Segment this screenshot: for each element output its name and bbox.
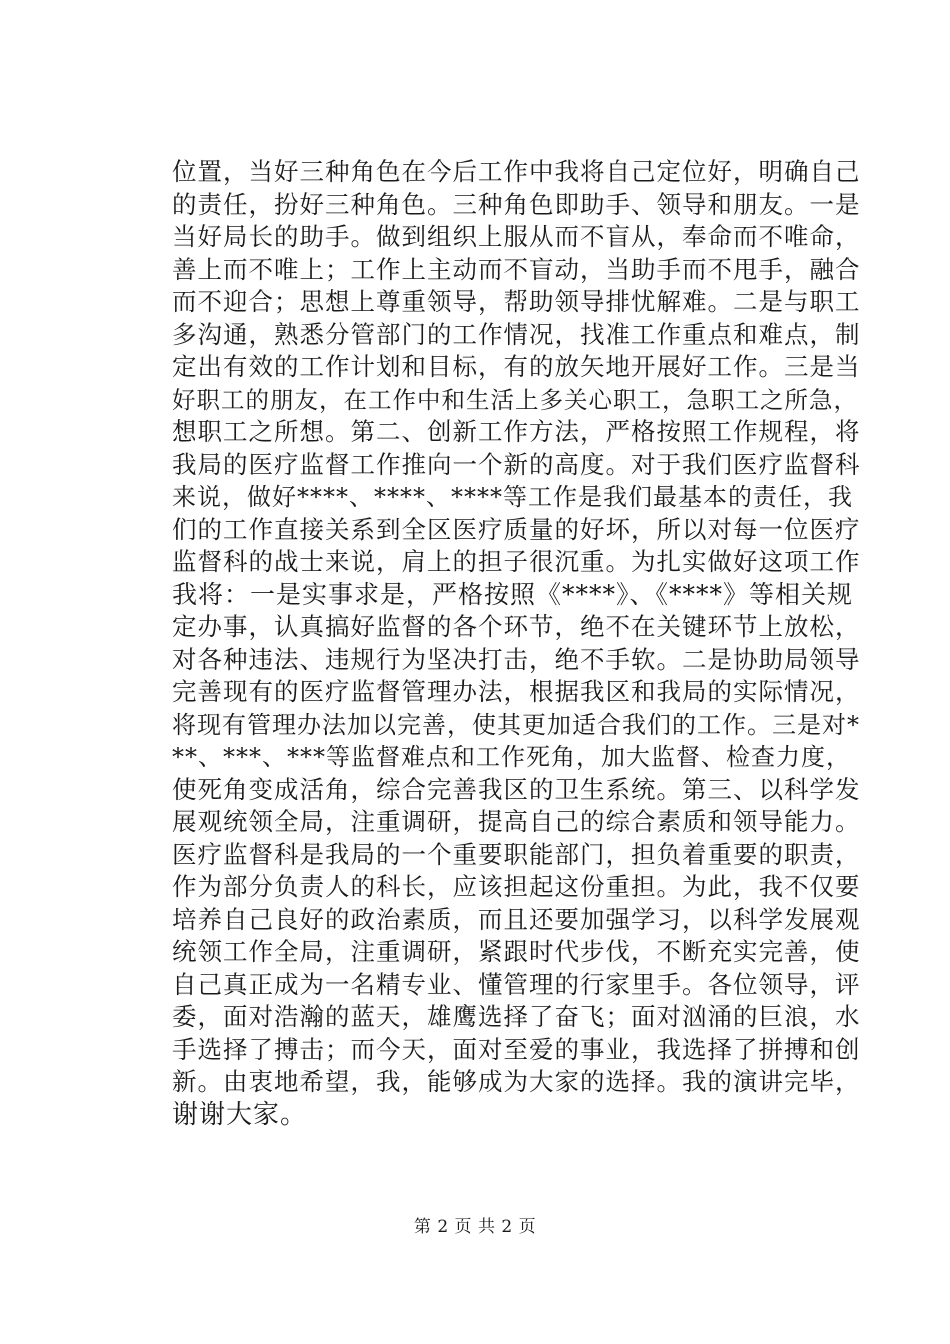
text-line: 培养自己良好的政治素质，而且还要加强学习，以科学发展观: [172, 904, 861, 934]
text-line: 善上而不唯上；工作上主动而不盲动，当助手而不甩手，融合: [172, 254, 861, 284]
text-line: 想职工之所想。第二、创新工作方法，严格按照工作规程，将: [172, 417, 861, 446]
text-line: 当好局长的助手。做到组织上服从而不盲从，奉命而不唯命，: [172, 222, 861, 251]
text-line: 展观统领全局，注重调研，提高自己的综合素质和领导能力。: [172, 807, 861, 836]
text-line: 作为部分负责人的科长，应该担起这份重担。为此，我不仅要: [172, 872, 861, 901]
text-line: 新。由衷地希望，我，能够成为大家的选择。我的演讲完毕，: [172, 1067, 861, 1096]
text-line: 自己真正成为一名精专业、懂管理的行家里手。各位领导，评: [172, 969, 861, 999]
text-line: 位置，当好三种角色在今后工作中我将自己定位好，明确自己: [172, 157, 861, 186]
text-line: 定办事，认真搞好监督的各个环节，绝不在关键环节上放松，: [172, 612, 861, 641]
text-line: 而不迎合；思想上尊重领导，帮助领导排忧解难。二是与职工: [172, 287, 861, 316]
text-line: 谢谢大家。: [172, 1099, 308, 1130]
text-line: 对各种违法、违规行为坚决打击，绝不手软。二是协助局领导: [172, 644, 861, 674]
text-line: 来说，做好****、****、****等工作是我们最基本的责任，我: [172, 483, 853, 511]
text-line: 使死角变成活角，综合完善我区的卫生系统。第三、以科学发: [172, 774, 861, 804]
text-line: 手选择了搏击；而今天，面对至爱的事业，我选择了拼搏和创: [172, 1034, 861, 1064]
text-line: **、***、***等监督难点和工作死角，加大监督、检查力度，: [172, 743, 851, 771]
text-line: 统领工作全局，注重调研，紧跟时代步伐，不断充实完善，使: [172, 937, 861, 966]
page-footer: 第 2 页 共 2 页: [413, 1217, 537, 1237]
text-line: 定出有效的工作计划和目标，有的放矢地开展好工作。三是当: [172, 352, 861, 381]
body-text: [172, 156, 862, 1131]
text-line: 将现有管理办法加以完善，使其更加适合我们的工作。三是对*: [172, 710, 860, 739]
text-line: 完善现有的医疗监督管理办法，根据我区和我局的实际情况，: [172, 677, 861, 706]
text-line: 们的工作直接关系到全区医疗质量的好坏，所以对每一位医疗: [172, 514, 861, 544]
text-line: 委，面对浩瀚的蓝天，雄鹰选择了奋飞；面对汹涌的巨浪，水: [172, 1002, 861, 1031]
text-line: 医疗监督科是我局的一个重要职能部门，担负着重要的职责，: [172, 839, 861, 869]
text-line: 多沟通，熟悉分管部门的工作情况，找准工作重点和难点，制: [172, 319, 861, 349]
text-line: 我将：一是实事求是，严格按照《****》、《****》等相关规: [172, 579, 854, 609]
text-line: 好职工的朋友，在工作中和生活上多关心职工，急职工之所急，: [172, 385, 858, 414]
text-line: 我局的医疗监督工作推向一个新的高度。对于我们医疗监督科: [172, 449, 861, 479]
text-line: 的责任，扮好三种角色。三种角色即助手、领导和朋友。一是: [172, 189, 861, 219]
text-line: 监督科的战士来说，肩上的担子很沉重。为扎实做好这项工作: [172, 547, 861, 576]
